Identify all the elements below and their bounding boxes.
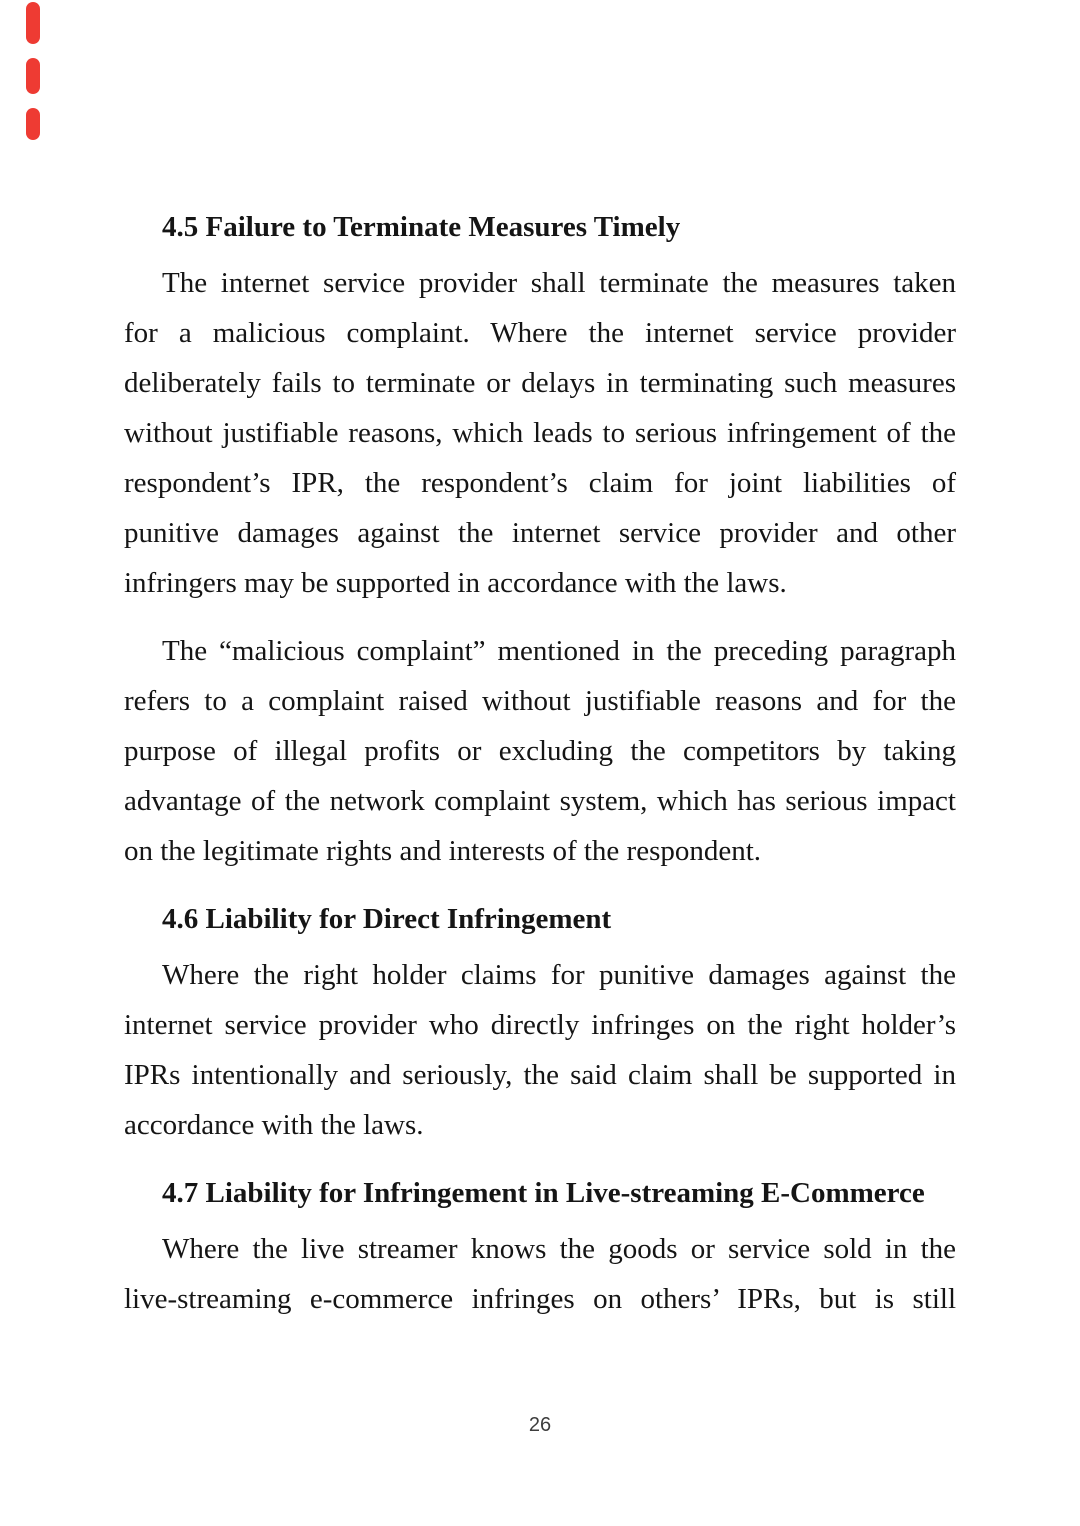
- text-line: without justifiable reasons, which leads to serious infringement of the: [124, 417, 956, 449]
- text-line: respondent’s IPR, the respondent’s claim for joint liabilities of: [124, 467, 956, 499]
- text-line: on the legitimate rights and interests of the respondent.: [124, 835, 762, 867]
- text-line: IPRs intentionally and seriously, the said claim shall be supported in: [124, 1059, 956, 1091]
- text-line: purpose of illegal profits or excluding the competitors by taking: [124, 735, 956, 767]
- text-line: Where the right holder claims for punitive damages against the: [162, 959, 956, 991]
- text-line: live-streaming e-commerce infringes on others’ IPRs, but is still: [124, 1283, 956, 1315]
- document-text-block: [124, 202, 956, 1342]
- section-heading: 4.5 Failure to Terminate Measures Timely: [162, 211, 681, 243]
- text-line: The “malicious complaint” mentioned in the preceding paragraph: [162, 635, 956, 667]
- text-line: punitive damages against the internet service provider and other: [124, 517, 956, 549]
- text-line: advantage of the network complaint system, which has serious impact: [124, 785, 956, 817]
- paragraph: [124, 950, 956, 1150]
- text-line: for a malicious complaint. Where the internet service provider: [124, 317, 956, 349]
- section-heading: 4.6 Liability for Direct Infringement: [162, 903, 612, 935]
- text-line: internet service provider who directly infringes on the right holder’s: [124, 1009, 956, 1041]
- section-heading: 4.7 Liability for Infringement in Live-streaming E-Commerce: [162, 1177, 925, 1209]
- text-line: deliberately fails to terminate or delays in terminating such measures: [124, 367, 956, 399]
- page-number: 26: [528, 1414, 552, 1436]
- text-line: refers to a complaint raised without justifiable reasons and for the: [124, 685, 956, 717]
- text-line: The internet service provider shall terminate the measures taken: [162, 267, 956, 299]
- red-edge-mark: [26, 108, 40, 140]
- text-line: accordance with the laws.: [124, 1109, 424, 1141]
- paragraph: [124, 1224, 956, 1324]
- paragraph: [124, 626, 956, 876]
- text-line: Where the live streamer knows the goods or service sold in the: [162, 1233, 956, 1265]
- paragraph: [124, 258, 956, 608]
- text-line: infringers may be supported in accordance with the laws.: [124, 567, 787, 599]
- red-edge-mark: [26, 58, 40, 94]
- red-edge-mark: [26, 2, 40, 44]
